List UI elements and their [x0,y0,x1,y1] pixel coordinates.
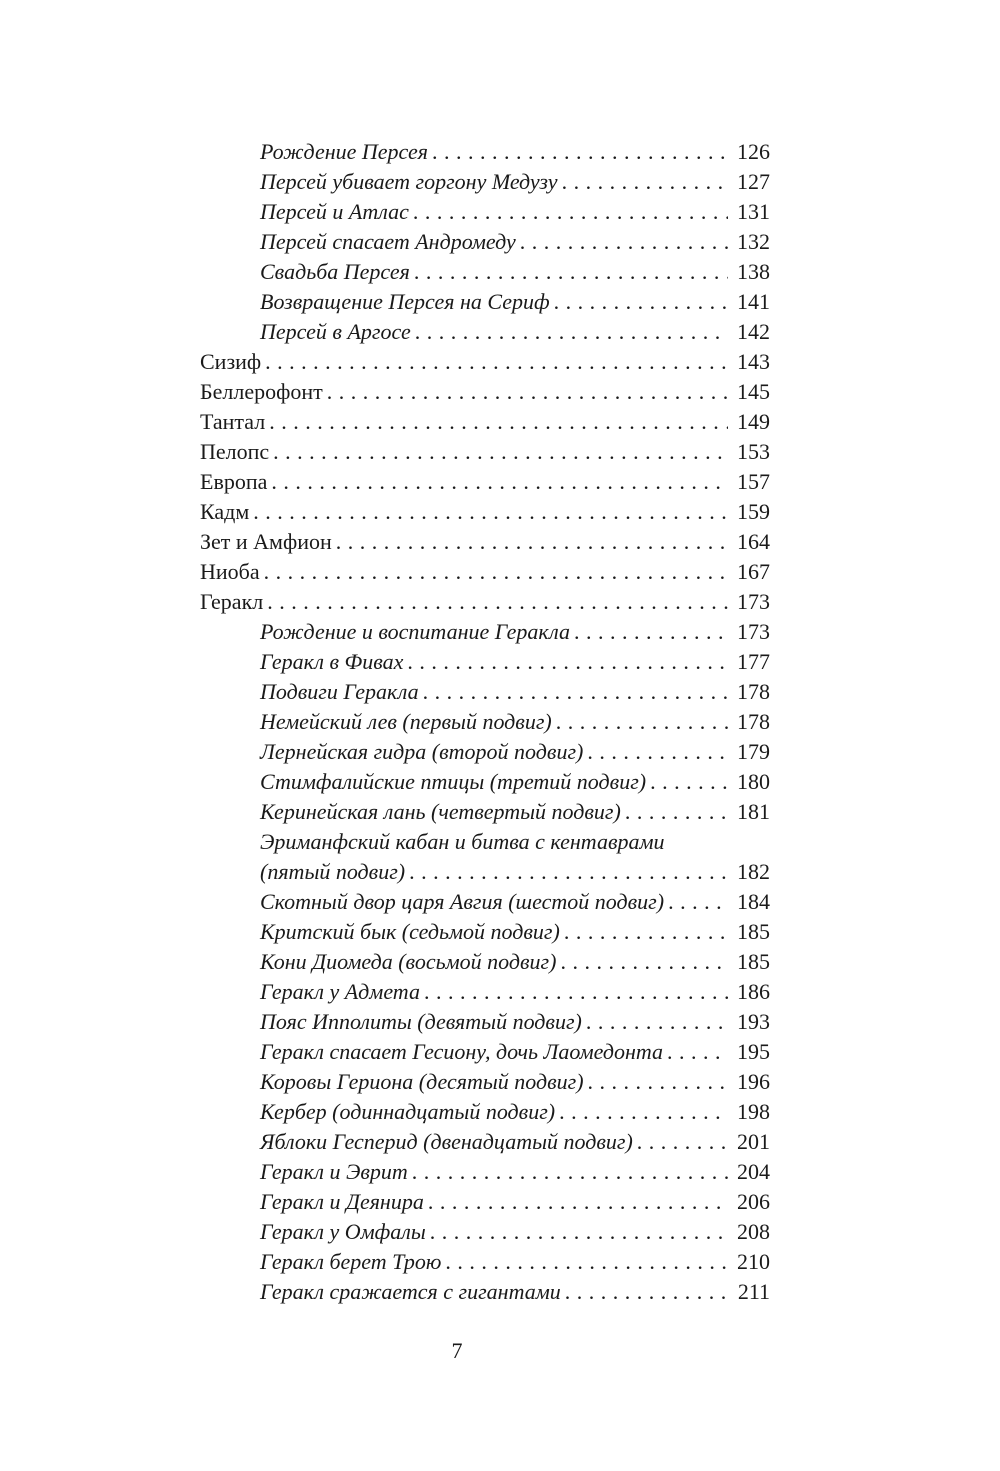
toc-entry-page: 185 [737,949,770,974]
toc-entry-page: 141 [737,289,770,314]
dot-leader [409,857,728,887]
toc-entry [200,1067,770,1097]
toc-entry [200,167,770,197]
dot-leader [327,377,728,407]
dot-leader [415,317,728,347]
dot-leader [432,137,728,167]
toc-entry-title: Геракл [200,589,264,614]
toc-entry [200,1217,770,1247]
toc-entry-title: Зет и Амфион [200,529,332,554]
toc-entry-page: 210 [737,1249,770,1274]
toc-entry-title: Геракл в Фивах [260,649,404,674]
toc-entry-page: 145 [737,379,770,404]
toc-entry-title: Подвиги Геракла [260,679,419,704]
toc-entry-page: 193 [737,1009,770,1034]
toc-entry [200,227,770,257]
toc-entry [200,317,770,347]
toc-entry [200,467,770,497]
toc-entry [200,1007,770,1037]
toc-entry-page: 173 [737,589,770,614]
dot-leader [520,227,728,257]
dot-leader [586,1007,728,1037]
toc-entry-page: 206 [737,1189,770,1214]
toc-entry [200,557,770,587]
toc-entry-title: Немейский лев (первый подвиг) [260,709,552,734]
toc-entry [200,617,770,647]
toc-entry-title: Кадм [200,499,250,524]
toc-entry-title: Сизиф [200,349,262,374]
toc-entry-title: Эриманфский кабан и битва с кентаврами [260,829,665,854]
toc-entry [200,377,770,407]
toc-entry-page: 159 [737,499,770,524]
dot-leader [273,437,728,467]
toc-entry-title: Возвращение Персея на Сериф [260,289,550,314]
toc-entry [200,1247,770,1277]
toc-entry-page: 196 [737,1069,770,1094]
dot-leader [556,707,728,737]
toc-entry-page: 126 [737,139,770,164]
toc-entry-page: 142 [737,319,770,344]
toc-entry-page: 180 [737,769,770,794]
toc-entry-page: 185 [737,919,770,944]
dot-leader [267,587,728,617]
toc-entry [200,1127,770,1157]
toc-entry-page: 157 [737,469,770,494]
toc-entry [200,257,770,287]
dot-leader [562,167,728,197]
dot-leader [423,677,728,707]
toc-entry [200,1157,770,1187]
toc-entry [200,197,770,227]
toc-entry [200,587,770,617]
dot-leader [413,197,728,227]
dot-leader [554,287,728,317]
toc-entry-title: Геракл и Деянира [260,1189,424,1214]
dot-leader [424,977,728,1007]
toc-entry [200,947,770,977]
toc-entry-title: Скотный двор царя Авгия (шестой подвиг) [260,889,665,914]
toc-entry-page: 186 [737,979,770,1004]
dot-leader [650,767,728,797]
toc-entry-title: Европа [200,469,268,494]
dot-leader [265,347,728,377]
toc-entry-title: Персей убивает горгону Медузу [260,169,558,194]
toc-entry-title: Кони Диомеда (восьмой подвиг) [260,949,557,974]
toc-entry [200,827,770,857]
toc-entry [200,1277,770,1307]
dot-leader [269,407,728,437]
dot-leader [412,1157,728,1187]
dot-leader [445,1247,728,1277]
dot-leader [560,947,728,977]
toc-entry-page: 173 [737,619,770,644]
toc-entry-page: 131 [737,199,770,224]
toc-entry-title: Пелопс [200,439,270,464]
dot-leader [564,917,728,947]
toc-entry [200,497,770,527]
toc-entry-page: 182 [737,859,770,884]
toc-entry [200,1097,770,1127]
toc-entry [200,437,770,467]
toc-entry-page: 178 [737,679,770,704]
dot-leader [407,647,728,677]
dot-leader [264,557,728,587]
toc-entry-title: Геракл у Адмета [260,979,420,1004]
dot-leader [414,257,728,287]
toc-entry [200,767,770,797]
toc-entry-page: 167 [737,559,770,584]
toc-entry [200,527,770,557]
table-of-contents [200,137,770,1307]
toc-entry-page: 201 [737,1129,770,1154]
toc-entry-title: Рождение и воспитание Геракла [260,619,570,644]
toc-entry-continuation [200,857,770,887]
toc-entry-title: Керинейская лань (четвертый подвиг) [260,799,621,824]
toc-entry-title: Персей и Атлас [260,199,409,224]
toc-entry [200,347,770,377]
toc-entry-title: Персей в Аргосе [260,319,411,344]
toc-entry [200,407,770,437]
toc-entry-page: 143 [737,349,770,374]
toc-entry-title: Лернейская гидра (второй подвиг) [260,739,584,764]
toc-entry [200,1187,770,1217]
toc-entry-title: Геракл спасает Гесиону, дочь Лаомедонта [260,1039,664,1064]
toc-entry-title: Беллерофонт [200,379,323,404]
dot-leader [667,1037,728,1067]
toc-entry [200,887,770,917]
toc-entry [200,1037,770,1067]
toc-entry-title: Яблоки Гесперид (двенадцатый подвиг) [260,1129,633,1154]
dot-leader [253,497,728,527]
toc-entry-title: Свадьба Персея [260,259,410,284]
toc-entry-page: 208 [737,1219,770,1244]
toc-entry-title: Пояс Ипполиты (девятый подвиг) [260,1009,582,1034]
toc-entry [200,647,770,677]
dot-leader [271,467,728,497]
toc-entry-title: Геракл у Омфалы [260,1219,426,1244]
dot-leader [565,1277,728,1307]
toc-entry-title: Коровы Гериона (десятый подвиг) [260,1069,584,1094]
toc-entry-page: 178 [737,709,770,734]
toc-entry [200,797,770,827]
toc-entry-title: Тантал [200,409,266,434]
toc-entry-page: 149 [737,409,770,434]
toc-entry-title: Геракл и Эврит [260,1159,408,1184]
dot-leader [559,1097,728,1127]
toc-entry-title: Стимфалийские птицы (третий подвиг) [260,769,647,794]
dot-leader [588,1067,728,1097]
toc-entry-page: 153 [737,439,770,464]
dot-leader [336,527,728,557]
dot-leader [587,737,728,767]
dot-leader [625,797,728,827]
toc-entry-title: Ниоба [200,559,260,584]
toc-entry [200,707,770,737]
toc-entry-page: 164 [737,529,770,554]
dot-leader [637,1127,728,1157]
toc-entry-page: 132 [737,229,770,254]
toc-entry-page: 127 [737,169,770,194]
toc-entry-page: 198 [737,1099,770,1124]
toc-entry-page: 204 [737,1159,770,1184]
toc-entry-title: Персей спасает Андромеду [260,229,516,254]
toc-entry-page: 179 [737,739,770,764]
page-number: 7 [451,1338,463,1363]
toc-entry-title-continuation: (пятый подвиг) [260,859,406,884]
toc-entry-page: 181 [737,799,770,824]
toc-entry-title: Геракл сражается с гигантами [260,1279,561,1304]
toc-entry [200,917,770,947]
toc-entry [200,137,770,167]
toc-entry-title: Критский бык (седьмой подвиг) [260,919,560,944]
dot-leader [428,1187,728,1217]
toc-entry-title: Геракл берет Трою [260,1249,442,1274]
toc-entry [200,287,770,317]
toc-entry-page: 211 [737,1279,770,1304]
toc-entry-page: 195 [737,1039,770,1064]
toc-entry [200,737,770,767]
toc-entry-title: Кербер (одиннадцатый подвиг) [260,1099,556,1124]
toc-entry-page: 138 [737,259,770,284]
dot-leader [574,617,728,647]
toc-entry-title: Рождение Персея [260,139,429,164]
toc-entry-page: 184 [737,889,770,914]
toc-entry [200,977,770,1007]
dot-leader [668,887,728,917]
dot-leader [430,1217,728,1247]
toc-entry [200,677,770,707]
toc-entry-page: 177 [737,649,770,674]
